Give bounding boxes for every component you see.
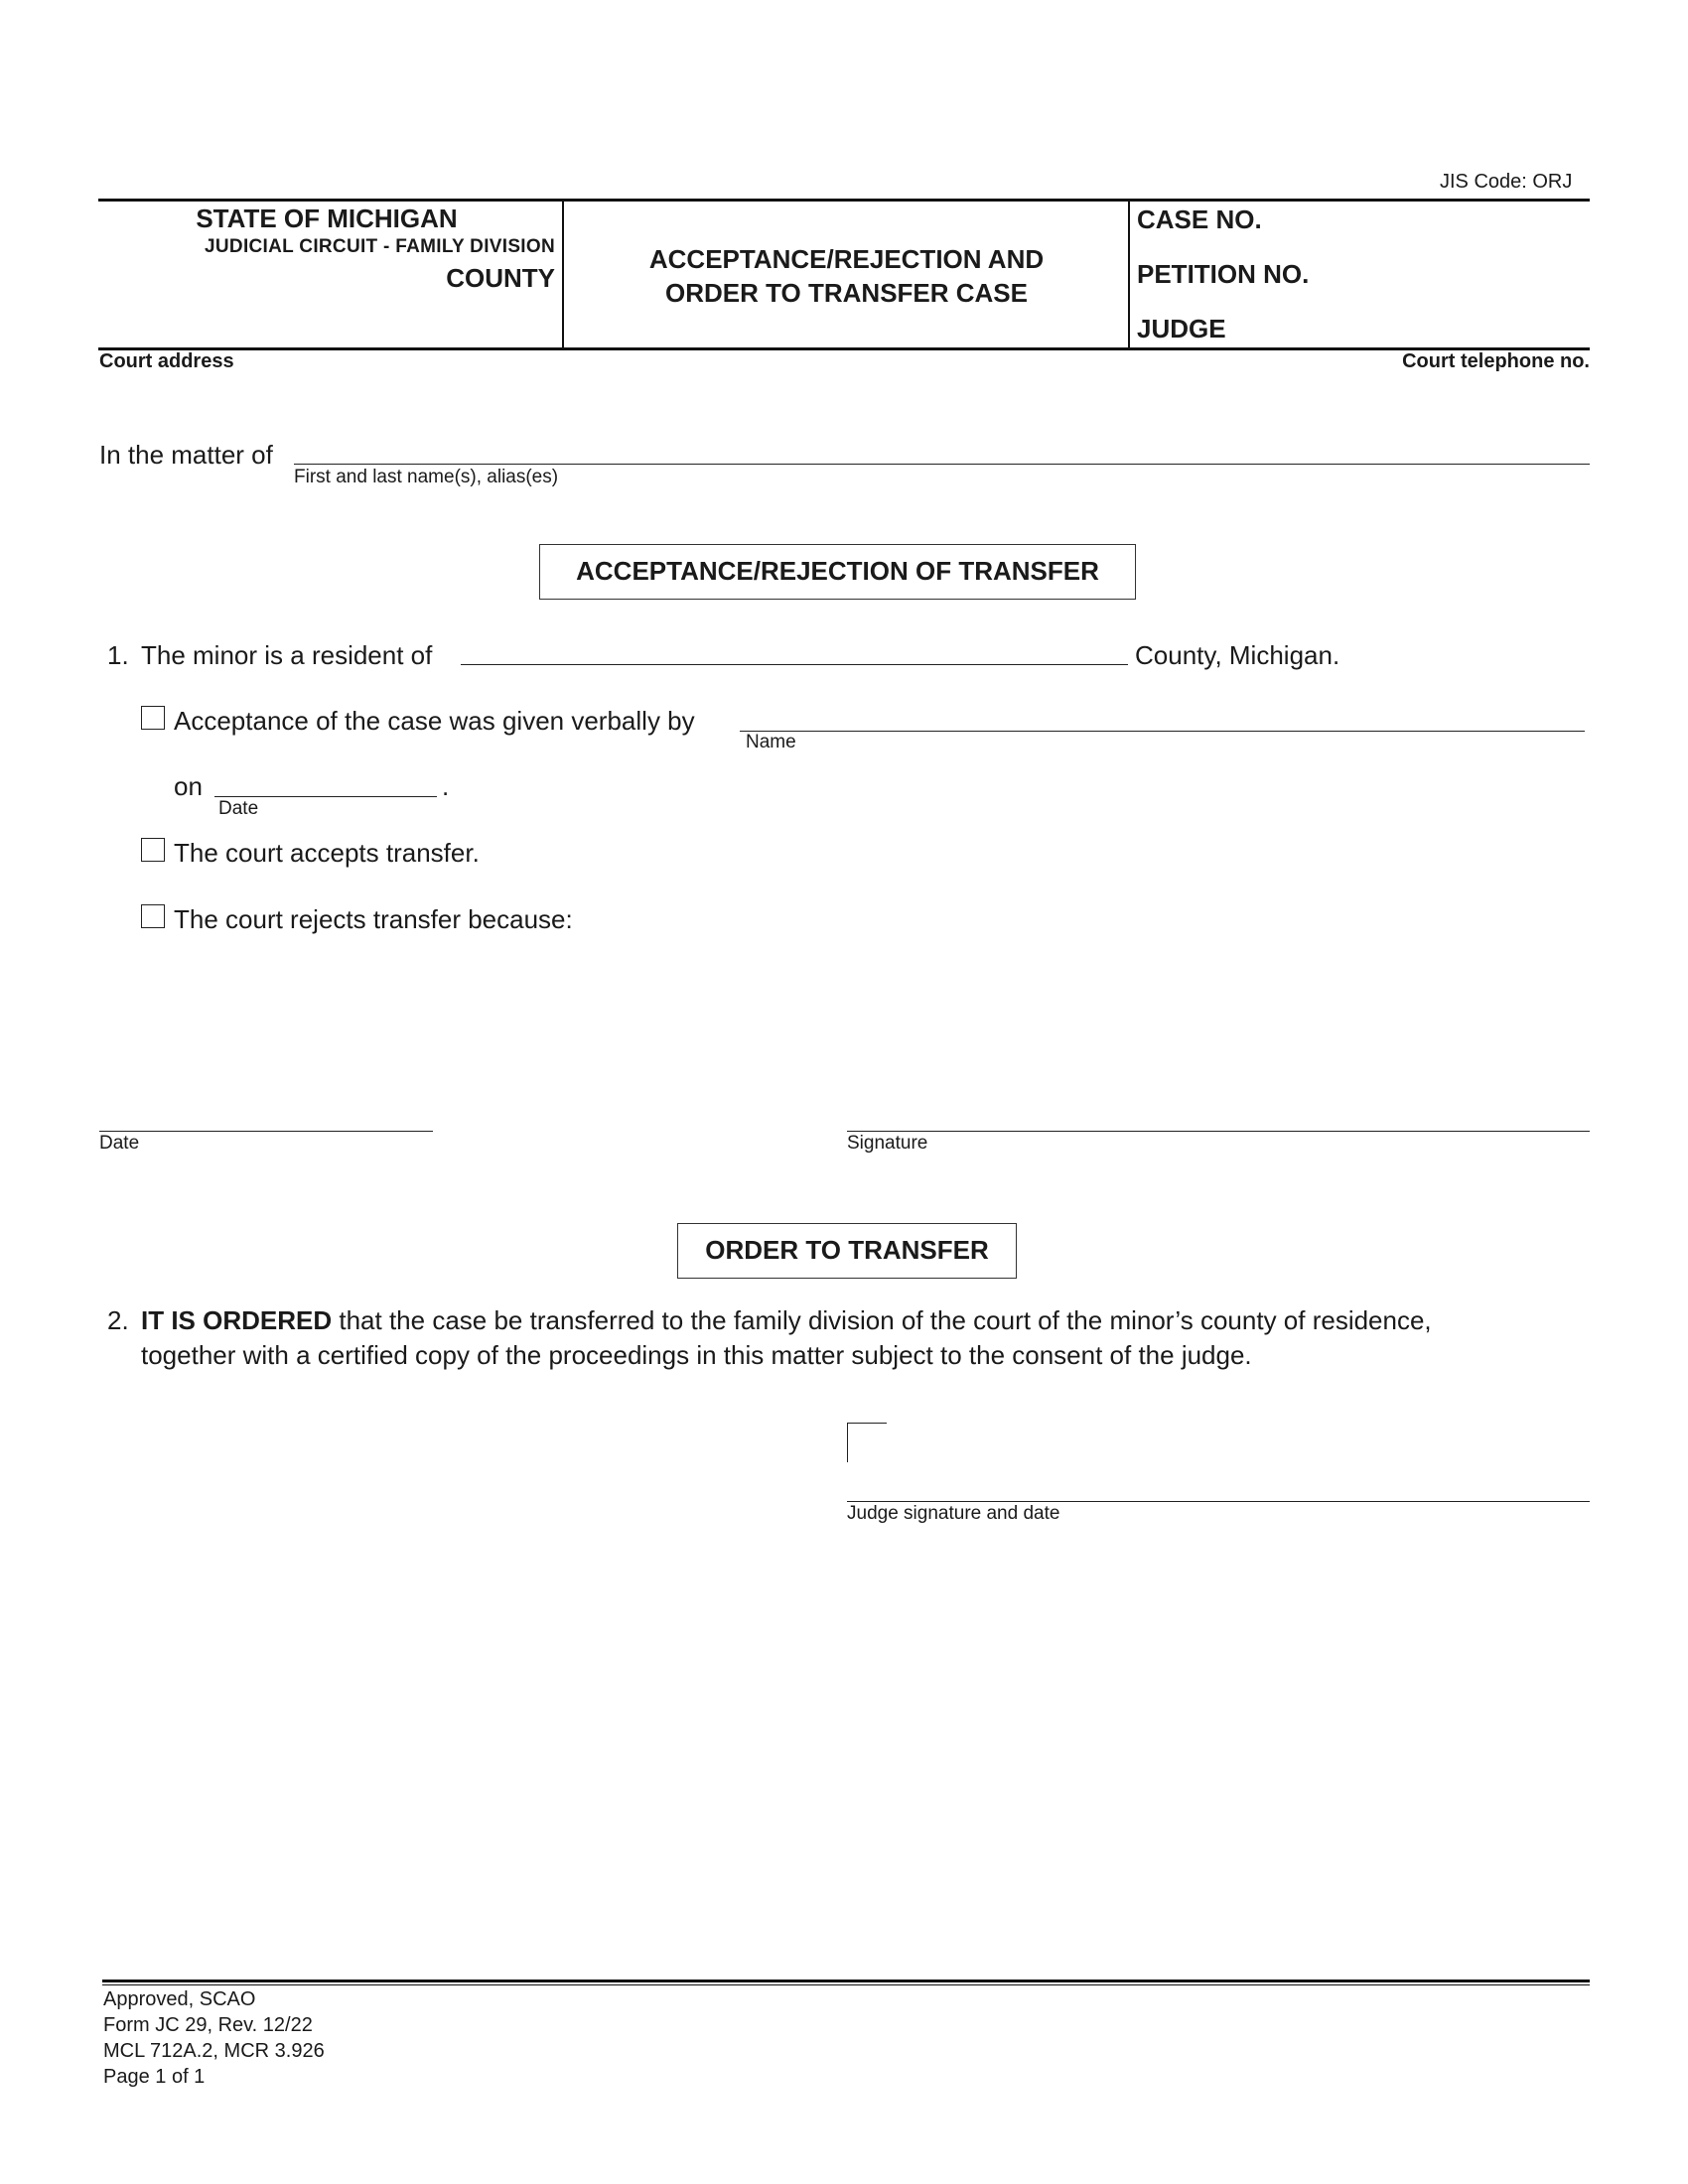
- order-paragraph-line1: [141, 1305, 1591, 1336]
- signature-caption: Signature: [847, 1133, 928, 1154]
- resident-prefix: The minor is a resident of: [141, 640, 433, 670]
- on-label: on: [174, 771, 203, 801]
- matter-name-field[interactable]: [294, 464, 1590, 465]
- resident-suffix: County, Michigan.: [1135, 640, 1340, 670]
- verbal-name-caption: Name: [746, 732, 796, 752]
- rejects-transfer-checkbox[interactable]: [141, 904, 165, 928]
- header-top-rule: [98, 199, 1590, 202]
- verbal-name-field[interactable]: [740, 731, 1585, 732]
- footer-page-number: Page 1 of 1: [103, 2066, 206, 2088]
- verbal-acceptance-label: Acceptance of the case was given verbally by: [174, 706, 695, 736]
- rejects-transfer-label: The court rejects transfer because:: [174, 904, 573, 934]
- court-address-label: Court address: [99, 350, 234, 372]
- header-divider-right: [1128, 199, 1130, 348]
- item2-number: 2.: [107, 1305, 129, 1335]
- verbal-acceptance-checkbox[interactable]: [141, 706, 165, 730]
- order-paragraph-line2: together with a certified copy of the proceedings in this matter subject to the consent of the judge.: [141, 1340, 1252, 1370]
- matter-name-caption: First and last name(s), alias(es): [294, 467, 559, 487]
- footer-rule-thick: [102, 1979, 1590, 1982]
- court-telephone-label: Court telephone no.: [1402, 350, 1590, 372]
- form-title-line1: ACCEPTANCE/REJECTION AND: [648, 244, 1045, 274]
- ordered-bold-text: IT IS ORDERED: [141, 1305, 333, 1335]
- footer-rule-thin: [102, 1984, 1590, 1985]
- county-label: COUNTY: [446, 263, 555, 293]
- footer-form-number: Form JC 29, Rev. 12/22: [103, 2014, 313, 2036]
- section2-heading: ORDER TO TRANSFER: [677, 1223, 1017, 1279]
- form-title-line2: ORDER TO TRANSFER CASE: [665, 278, 1028, 308]
- judge-signature-caption: Judge signature and date: [847, 1503, 1060, 1524]
- footer-mcl: MCL 712A.2, MCR 3.926: [103, 2040, 325, 2062]
- accepts-transfer-checkbox[interactable]: [141, 838, 165, 862]
- sign-date-caption: Date: [99, 1133, 140, 1154]
- on-period: .: [442, 771, 450, 801]
- header-divider-left: [562, 199, 564, 348]
- form-title: [566, 242, 1127, 310]
- matter-label: In the matter of: [99, 440, 273, 470]
- verbal-date-field[interactable]: [214, 796, 437, 797]
- circuit-label: JUDICIAL CIRCUIT - FAMILY DIVISION: [205, 236, 555, 257]
- ordered-text: that the case be transferred to the family division of the court of the minor’s county of residence,: [332, 1305, 1432, 1335]
- judge-signature-field[interactable]: [847, 1501, 1590, 1502]
- signature-field[interactable]: [847, 1131, 1590, 1132]
- item1-number: 1.: [107, 640, 129, 670]
- jis-code: JIS Code: ORJ: [1440, 171, 1573, 193]
- section1-heading: ACCEPTANCE/REJECTION OF TRANSFER: [539, 544, 1136, 600]
- sign-date-field[interactable]: [99, 1131, 433, 1132]
- petition-no-label: PETITION NO.: [1137, 259, 1310, 289]
- judge-signature-corner-mark: [847, 1423, 887, 1462]
- accepts-transfer-label: The court accepts transfer.: [174, 838, 480, 868]
- verbal-date-caption: Date: [218, 798, 259, 819]
- judge-label: JUDGE: [1137, 314, 1226, 343]
- state-name: STATE OF MICHIGAN: [196, 204, 458, 233]
- resident-county-field[interactable]: [461, 664, 1128, 665]
- footer-approved: Approved, SCAO: [103, 1988, 256, 2010]
- case-no-label: CASE NO.: [1137, 205, 1262, 234]
